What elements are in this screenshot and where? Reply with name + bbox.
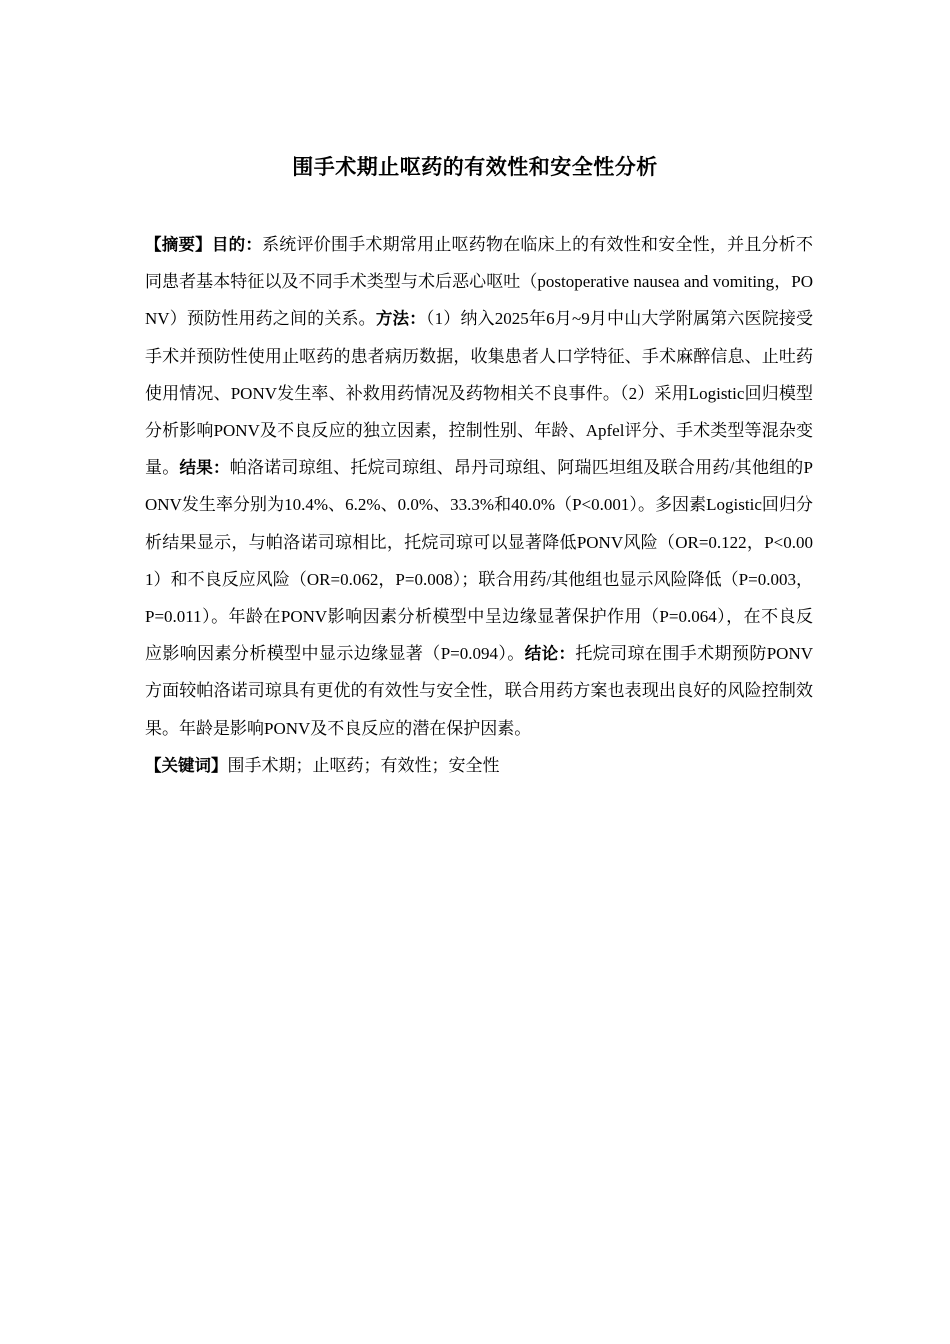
results-label: 结果：	[179, 458, 230, 478]
conclusion-text: 托烷司琼在围手术期预防PONV方面较帕洛诺司琼具有更优的有效性与安全性，联合用药方案也表现出良好的风险控制效果。年龄是影响PONV及不良反应的潜在保护因素。	[145, 644, 813, 738]
abstract-label: 【摘要】	[145, 235, 212, 254]
document-title: 围手术期止呕药的有效性和安全性分析	[292, 155, 658, 179]
keywords-text: 围手术期；止呕药；有效性；安全性	[227, 755, 500, 775]
abstract-paragraph	[145, 226, 813, 747]
purpose-label: 目的：	[211, 235, 263, 254]
abstract-section	[145, 226, 813, 784]
results-text: 帕洛诺司琼组、托烷司琼组、昂丹司琼组、阿瑞匹坦组及联合用药/其他组的PONV发生率分别为10.4%、6.2%、0.0%、33.3%和40.0%（P<0.001）。多因素Logistic回归分析结果显示，与帕洛诺司琼相比，托烷司琼可以显著降低PONV风险（OR=0.122，P<0.001）和不良反应风险（OR=0.062，P=0.008）；联合用药/其他组也显示风险降低（P=0.003，P=0.011）。年龄在PONV影响因素分析模型中呈边缘显著保护作用（P=0.064），在不良反应影响因素分析模型中显示边缘显著（P=0.094）。	[145, 458, 813, 664]
keywords-label: 【关键词】	[145, 755, 228, 775]
methods-text: （1）纳入2025年6月~9月中山大学附属第六医院接受手术并预防性使用止呕药的患者病历数据，收集患者人口学特征、手术麻醉信息、止吐药使用情况、PONV发生率、补救用药情况及药物相关不良事件。（2）采用Logistic回归模型分析影响PONV及不良反应的独立因素，控制性别、年龄、Apfel评分、手术类型等混杂变量。	[145, 309, 814, 478]
keywords-paragraph	[145, 747, 813, 784]
methods-label: 方法：	[375, 309, 426, 329]
purpose-text: 系统评价围手术期常用止呕药物在临床上的有效性和安全性，并且分析不同患者基本特征以及不同手术类型与术后恶心呕吐（postoperative nausea and vomiting，PONV）预防性用药之间的关系。	[145, 235, 814, 329]
conclusion-label: 结论：	[524, 644, 576, 664]
